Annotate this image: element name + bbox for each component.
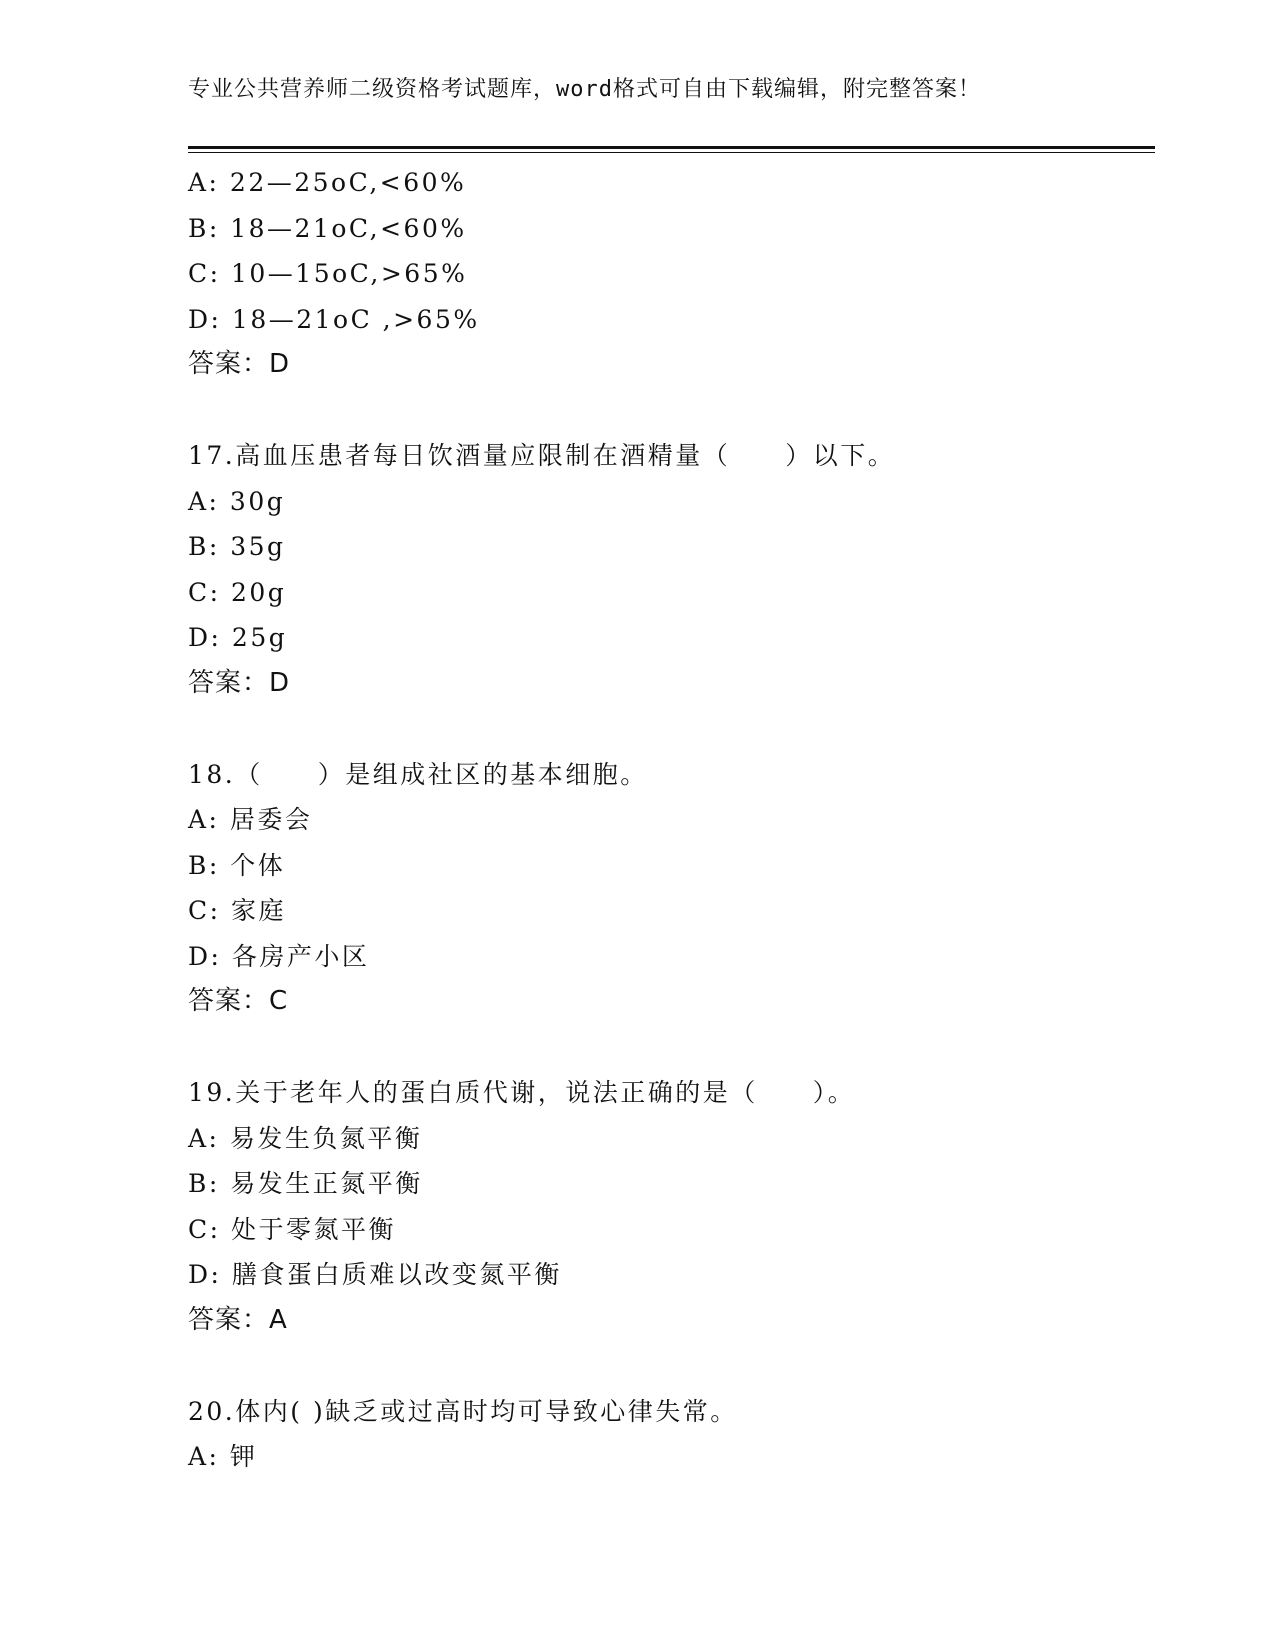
spacer	[188, 706, 1155, 752]
question-stem: 17.高血压患者每日饮酒量应限制在酒精量（ ）以下。	[188, 441, 896, 470]
option-b: B: 18—21oC,<60%	[188, 213, 467, 243]
option-a: A: 易发生负氮平衡	[188, 1123, 423, 1153]
option-c: C: 处于零氮平衡	[188, 1214, 396, 1244]
answer-line: 答案：D	[188, 349, 291, 379]
option-d: D: 膳食蛋白质难以改变氮平衡	[188, 1260, 562, 1289]
question-stem: 19.关于老年人的蛋白质代谢，说法正确的是（ ）。	[188, 1078, 856, 1107]
option-a: A: 居委会	[188, 805, 313, 834]
question-stem: 20.体内( )缺乏或过高时均可导致心律失常。	[188, 1396, 738, 1426]
option-a: A: 钾	[188, 1442, 258, 1471]
spacer	[188, 1025, 1155, 1071]
question-17	[188, 433, 1155, 706]
question-stem: 18.（ ）是组成社区的基本细胞。	[188, 759, 648, 789]
option-a: A: 30g	[188, 486, 286, 516]
question-18	[188, 752, 1155, 1025]
option-c: C: 10—15oC,>65%	[188, 259, 468, 288]
header-divider-thin	[188, 152, 1155, 153]
header-divider-thick	[188, 146, 1155, 149]
page-header: 专业公共营养师二级资格考试题库，word格式可自由下载编辑，附完整答案！	[188, 77, 981, 102]
option-d: D: 各房产小区	[188, 941, 370, 971]
option-b: B: 个体	[188, 850, 286, 880]
option-d: D: 18—21oC ,>65%	[188, 304, 480, 334]
option-a: A: 22—25oC,<60%	[188, 168, 467, 197]
option-d: D: 25g	[188, 623, 288, 652]
option-c: C: 20g	[188, 577, 287, 607]
answer-line: 答案：C	[188, 986, 289, 1016]
option-b: B: 易发生正氮平衡	[188, 1169, 423, 1198]
question-20	[188, 1389, 1155, 1480]
question-16-continued	[188, 160, 1155, 388]
spacer	[188, 388, 1155, 434]
option-b: B: 35g	[188, 532, 286, 561]
question-19	[188, 1070, 1155, 1343]
question-list	[188, 160, 1155, 1480]
option-c: C: 家庭	[188, 896, 286, 925]
answer-line: 答案：A	[188, 1304, 288, 1335]
spacer	[188, 1343, 1155, 1389]
answer-line: 答案：D	[188, 667, 291, 698]
